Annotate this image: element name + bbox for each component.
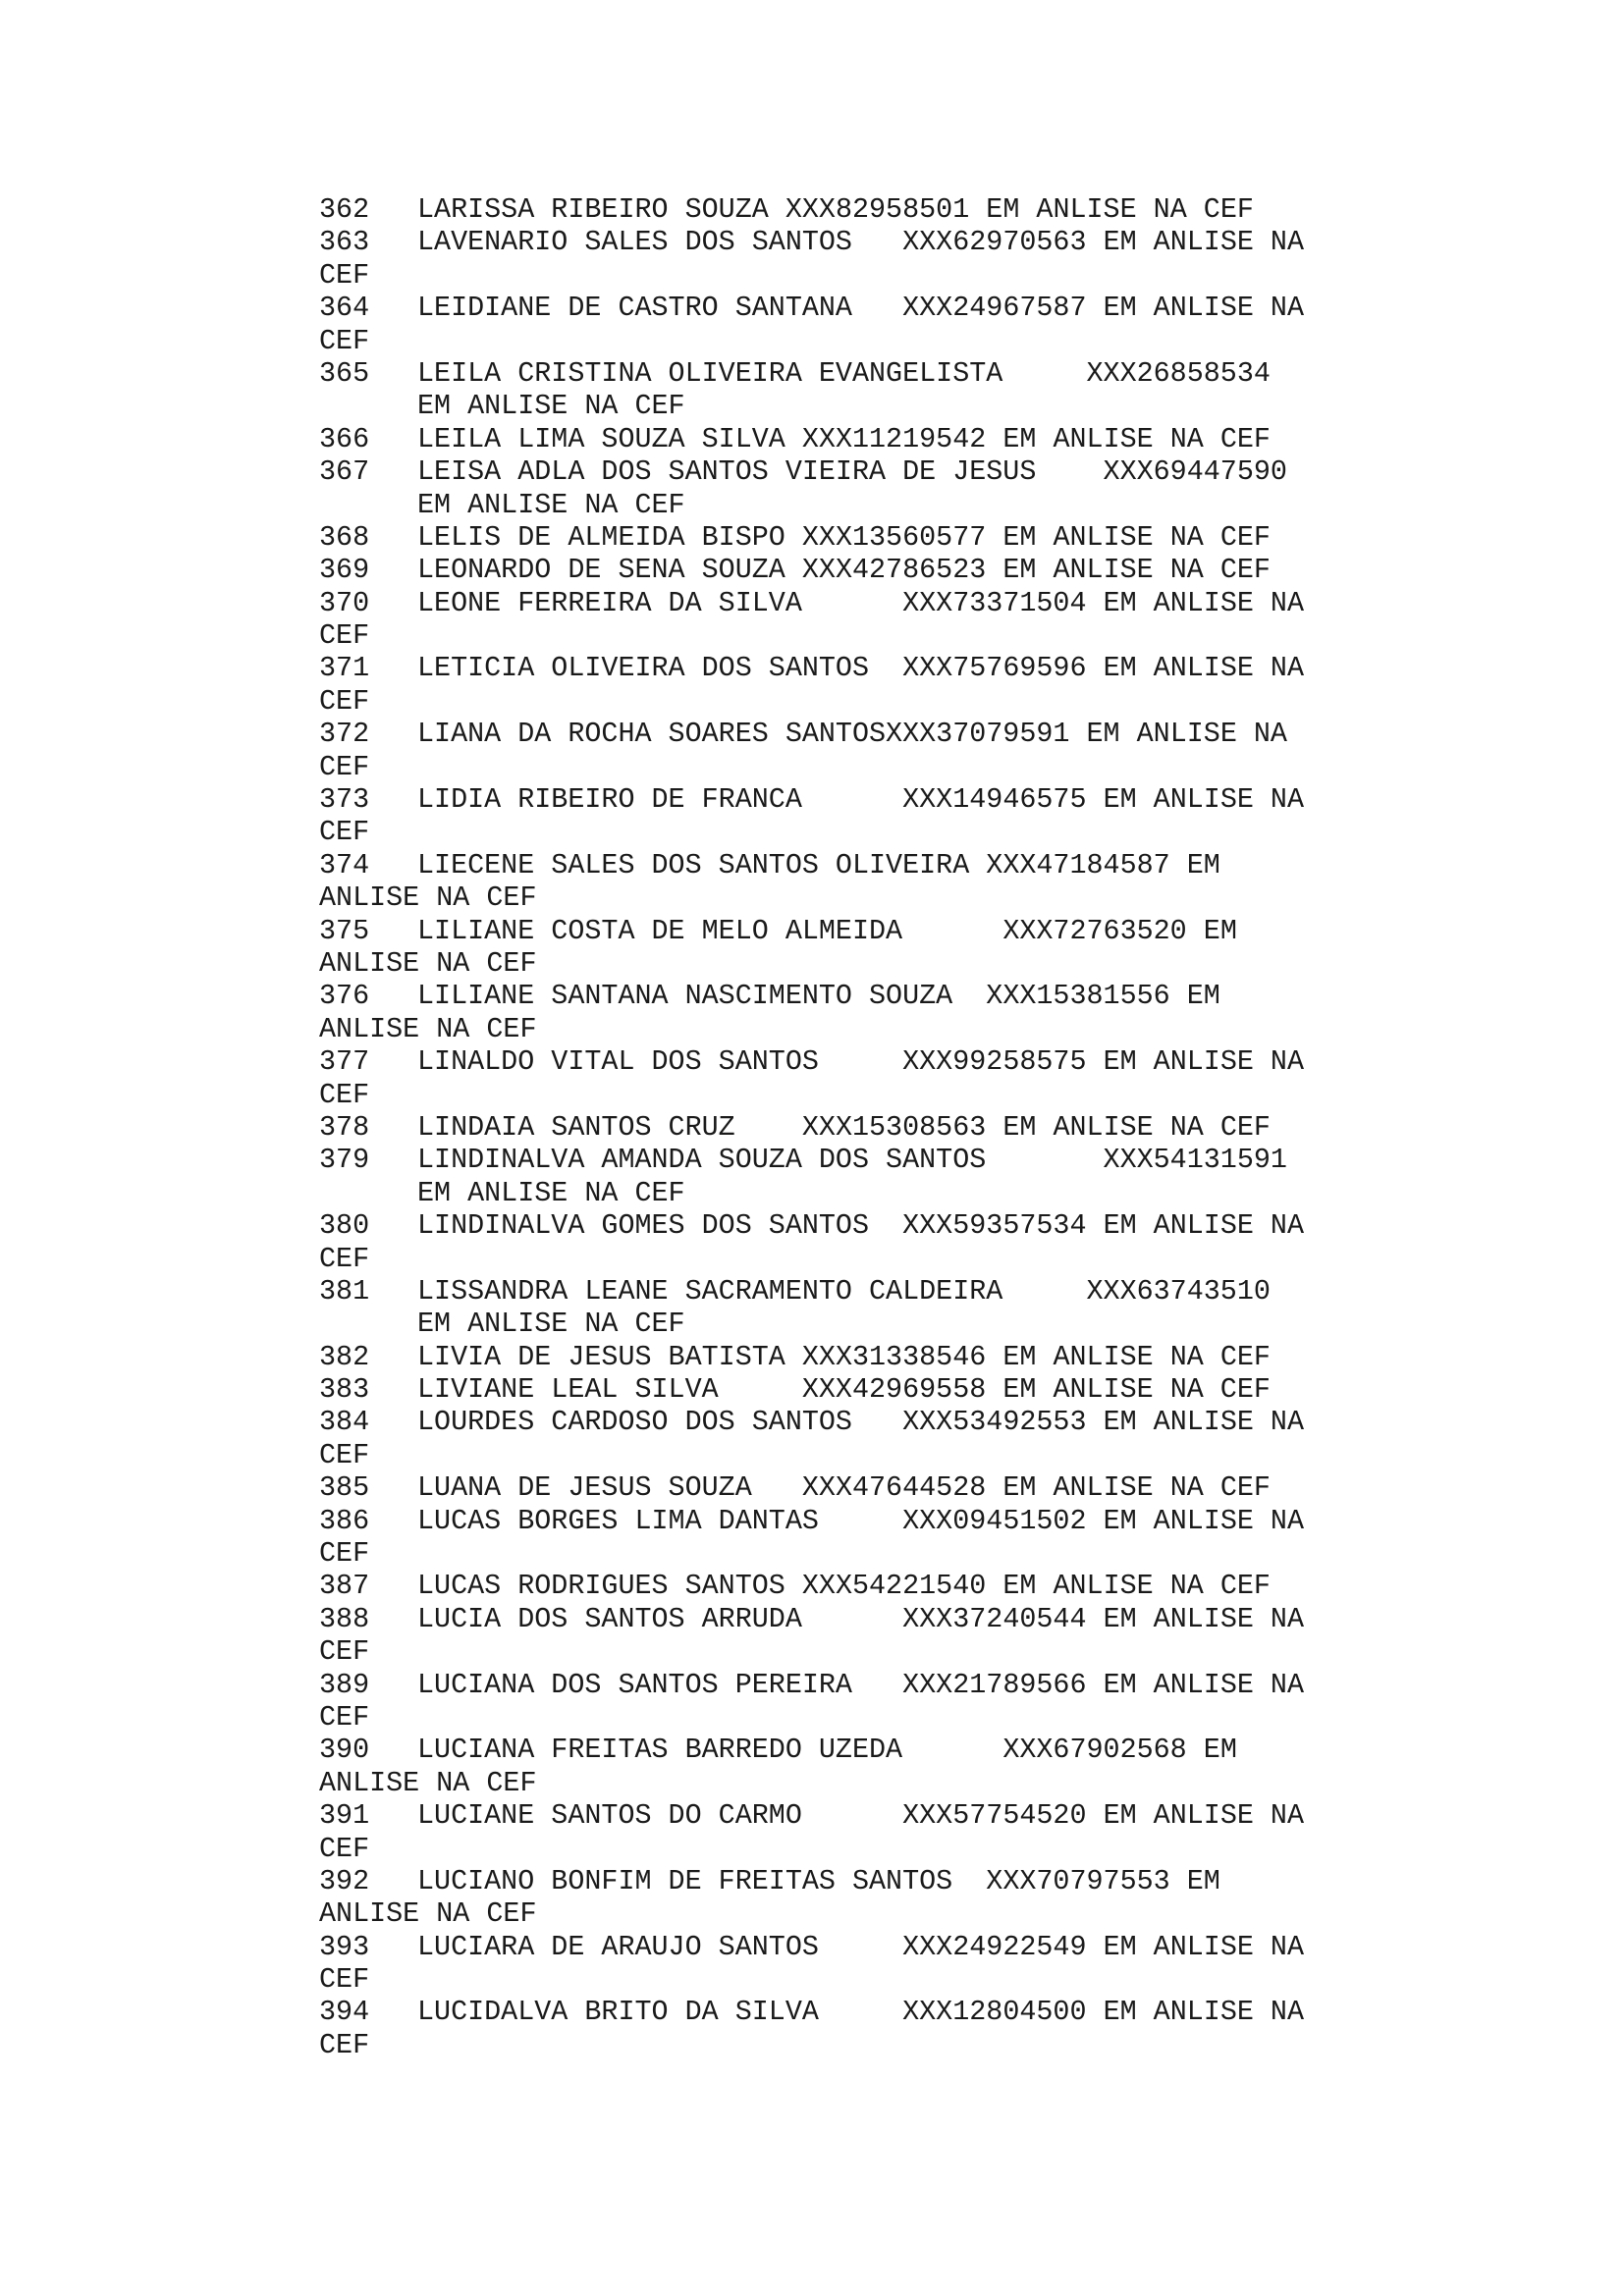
entry-name: LIVIA DE JESUS BATISTA — [417, 1340, 785, 1373]
entry-status: EM ANLISE NA CEF — [1002, 520, 1271, 554]
entry-id: XXX13560577 — [801, 520, 987, 554]
entry-number: 378 — [319, 1110, 370, 1144]
entry-status-continuation: CEF — [319, 1832, 370, 1865]
entry-number: 391 — [319, 1799, 370, 1833]
entry-id: XXX37079591 — [886, 718, 1070, 751]
entry-name: LEIDIANE DE CASTRO SANTANA — [417, 292, 852, 325]
entry-status-continuation: CEF — [319, 2028, 370, 2061]
entry-status: EM — [1203, 914, 1237, 947]
entry-name: LINDINALVA GOMES DOS SANTOS — [417, 1209, 870, 1243]
entry-name: LUCAS RODRIGUES SANTOS — [417, 1570, 785, 1603]
entry-number: 392 — [319, 1864, 370, 1897]
entry-id: XXX14946575 — [902, 783, 1087, 817]
list-item — [319, 423, 1321, 455]
entry-id: XXX63743510 — [1086, 1274, 1271, 1308]
entry-id: XXX72763520 — [1002, 914, 1187, 947]
entry-status: EM ANLISE NA — [1103, 1045, 1305, 1079]
entry-number: 394 — [319, 1996, 370, 2029]
entry-status-continuation: CEF — [319, 1700, 370, 1734]
entry-status-continuation: ANLISE NA CEF — [319, 946, 537, 980]
list-item — [319, 1669, 1321, 1735]
entry-id: XXX73371504 — [902, 586, 1087, 619]
entry-status: EM — [1203, 1734, 1237, 1767]
list-item — [319, 226, 1321, 292]
entry-number: 373 — [319, 783, 370, 817]
entry-number: 369 — [319, 554, 370, 587]
list-item — [319, 849, 1321, 915]
entry-id: XXX47184587 — [986, 848, 1170, 881]
entry-status: EM ANLISE NA — [1103, 1602, 1305, 1635]
entry-status: EM ANLISE NA CEF — [1002, 422, 1271, 455]
entry-status-continuation: ANLISE NA CEF — [319, 1012, 537, 1045]
entry-status: EM ANLISE NA — [1103, 1668, 1305, 1701]
entry-status: EM ANLISE NA CEF — [417, 390, 685, 423]
entry-id: XXX82958501 — [785, 193, 970, 226]
entry-id: XXX09451502 — [902, 1504, 1087, 1537]
list-item — [319, 652, 1321, 718]
entry-id: XXX62970563 — [902, 226, 1087, 259]
list-item — [319, 1931, 1321, 1997]
entry-name: LUCIDALVA BRITO DA SILVA — [417, 1996, 819, 2029]
entry-number: 371 — [319, 652, 370, 685]
entry-number: 383 — [319, 1373, 370, 1407]
entry-id: XXX59357534 — [902, 1209, 1087, 1243]
entry-status-continuation: ANLISE NA CEF — [319, 1766, 537, 1799]
entry-name: LUCIANA FREITAS BARREDO UZEDA — [417, 1734, 903, 1767]
entry-status: EM ANLISE NA CEF — [1002, 1110, 1271, 1144]
entry-id: XXX47644528 — [801, 1471, 987, 1505]
entry-list — [319, 193, 1321, 2061]
entry-number: 389 — [319, 1668, 370, 1701]
entry-id: XXX11219542 — [801, 422, 987, 455]
entry-number: 363 — [319, 226, 370, 259]
entry-name: LUANA DE JESUS SOUZA — [417, 1471, 752, 1505]
entry-status: EM ANLISE NA CEF — [1002, 1373, 1271, 1407]
entry-number: 377 — [319, 1045, 370, 1079]
list-item — [319, 1144, 1321, 1209]
entry-name: LINDAIA SANTOS CRUZ — [417, 1110, 735, 1144]
list-item — [319, 1275, 1321, 1341]
list-item — [319, 1111, 1321, 1144]
entry-name: LETICIA OLIVEIRA DOS SANTOS — [417, 652, 870, 685]
entry-number: 366 — [319, 422, 370, 455]
entry-status-continuation: CEF — [319, 1963, 370, 1997]
list-item — [319, 554, 1321, 586]
list-item — [319, 1471, 1321, 1504]
entry-status: EM ANLISE NA — [1103, 226, 1305, 259]
entry-status: EM ANLISE NA — [1103, 1504, 1305, 1537]
list-item — [319, 1406, 1321, 1471]
entry-status-continuation: CEF — [319, 1242, 370, 1275]
entry-name: LIVIANE LEAL SILVA — [417, 1373, 719, 1407]
entry-number: 362 — [319, 193, 370, 226]
entry-name: LUCIANA DOS SANTOS PEREIRA — [417, 1668, 852, 1701]
list-item — [319, 1799, 1321, 1865]
list-item — [319, 718, 1321, 783]
list-item — [319, 1045, 1321, 1111]
entry-name: LINDINALVA AMANDA SOUZA DOS SANTOS — [417, 1144, 987, 1177]
entry-id: XXX21789566 — [902, 1668, 1087, 1701]
list-item — [319, 1865, 1321, 1931]
entry-number: 364 — [319, 292, 370, 325]
entry-status: EM ANLISE NA — [1103, 1930, 1305, 1963]
entry-status-continuation: CEF — [319, 1635, 370, 1669]
list-item — [319, 1996, 1321, 2061]
entry-name: LAVENARIO SALES DOS SANTOS — [417, 226, 852, 259]
list-item — [319, 980, 1321, 1045]
entry-id: XXX67902568 — [1002, 1734, 1187, 1767]
document-page — [319, 193, 1321, 2061]
entry-name: LUCIANE SANTOS DO CARMO — [417, 1799, 802, 1833]
entry-id: XXX37240544 — [902, 1602, 1087, 1635]
entry-status: EM ANLISE NA CEF — [1002, 554, 1271, 587]
entry-status: EM ANLISE NA — [1103, 1209, 1305, 1243]
entry-id: XXX42786523 — [801, 554, 987, 587]
entry-status-continuation: CEF — [319, 816, 370, 849]
entry-number: 393 — [319, 1930, 370, 1963]
entry-name: LUCAS BORGES LIMA DANTAS — [417, 1504, 819, 1537]
entry-status: EM ANLISE NA CEF — [417, 488, 685, 521]
entry-name: LEONE FERREIRA DA SILVA — [417, 586, 802, 619]
entry-status-continuation: CEF — [319, 750, 370, 783]
entry-number: 390 — [319, 1734, 370, 1767]
list-item — [319, 783, 1321, 849]
entry-number: 374 — [319, 848, 370, 881]
entry-status: EM ANLISE NA — [1103, 292, 1305, 325]
list-item — [319, 455, 1321, 521]
entry-id: XXX70797553 — [986, 1864, 1170, 1897]
entry-name: LILIANE COSTA DE MELO ALMEIDA — [417, 914, 903, 947]
entry-name: LEILA CRISTINA OLIVEIRA EVANGELISTA — [417, 356, 1003, 390]
entry-status-line — [319, 489, 1321, 521]
entry-id: XXX69447590 — [1103, 455, 1287, 489]
list-item — [319, 915, 1321, 981]
entry-id: XXX54131591 — [1103, 1144, 1287, 1177]
entry-status-continuation: CEF — [319, 684, 370, 718]
entry-status: EM ANLISE NA — [1103, 783, 1305, 817]
entry-number: 367 — [319, 455, 370, 489]
entry-id: XXX12804500 — [902, 1996, 1087, 2029]
entry-number: 388 — [319, 1602, 370, 1635]
entry-status-continuation: ANLISE NA CEF — [319, 1897, 537, 1931]
entry-status-continuation: ANLISE NA CEF — [319, 881, 537, 915]
entry-status-continuation: CEF — [319, 1078, 370, 1111]
entry-status-continuation: CEF — [319, 619, 370, 653]
entry-name: LILIANE SANTANA NASCIMENTO SOUZA — [417, 980, 953, 1013]
list-item — [319, 1209, 1321, 1275]
entry-status: EM — [1186, 848, 1220, 881]
entry-name: LOURDES CARDOSO DOS SANTOS — [417, 1406, 852, 1439]
entry-number: 379 — [319, 1144, 370, 1177]
entry-name: LIECENE SALES DOS SANTOS OLIVEIRA — [417, 848, 970, 881]
list-item — [319, 357, 1321, 423]
entry-name: LINALDO VITAL DOS SANTOS — [417, 1045, 819, 1079]
entry-status: EM ANLISE NA — [1103, 586, 1305, 619]
entry-number: 370 — [319, 586, 370, 619]
entry-status-continuation: CEF — [319, 1537, 370, 1571]
list-item — [319, 1603, 1321, 1669]
list-item — [319, 1373, 1321, 1406]
entry-name: LUCIARA DE ARAUJO SANTOS — [417, 1930, 819, 1963]
entry-status: EM ANLISE NA — [1103, 652, 1305, 685]
entry-id: XXX15381556 — [986, 980, 1170, 1013]
entry-number: 386 — [319, 1504, 370, 1537]
entry-status: EM — [1186, 980, 1220, 1013]
entry-status: EM ANLISE NA — [1103, 1996, 1305, 2029]
entry-id: XXX54221540 — [801, 1570, 987, 1603]
entry-id: XXX57754520 — [902, 1799, 1087, 1833]
entry-status: EM ANLISE NA CEF — [417, 1308, 685, 1341]
entry-id: XXX24922549 — [902, 1930, 1087, 1963]
entry-status: EM ANLISE NA CEF — [986, 193, 1254, 226]
entry-name: LEONARDO DE SENA SOUZA — [417, 554, 785, 587]
entry-status: EM ANLISE NA CEF — [1002, 1471, 1271, 1505]
entry-status-continuation: CEF — [319, 258, 370, 292]
entry-name: LELIS DE ALMEIDA BISPO — [417, 520, 785, 554]
list-item — [319, 1570, 1321, 1602]
entry-status: EM ANLISE NA CEF — [417, 1176, 685, 1209]
entry-number: 372 — [319, 718, 370, 751]
list-item — [319, 521, 1321, 554]
entry-number: 368 — [319, 520, 370, 554]
entry-id: XXX99258575 — [902, 1045, 1087, 1079]
entry-name: LEISA ADLA DOS SANTOS VIEIRA DE JESUS — [417, 455, 1037, 489]
entry-name: LEILA LIMA SOUZA SILVA — [417, 422, 785, 455]
entry-number: 385 — [319, 1471, 370, 1505]
entry-status: EM ANLISE NA CEF — [1002, 1340, 1271, 1373]
entry-status: EM — [1186, 1864, 1220, 1897]
entry-status: EM ANLISE NA — [1086, 718, 1287, 751]
entry-id: XXX31338546 — [801, 1340, 987, 1373]
entry-status-line — [319, 1177, 1321, 1209]
entry-id: XXX24967587 — [902, 292, 1087, 325]
list-item — [319, 1734, 1321, 1799]
entry-id: XXX15308563 — [801, 1110, 987, 1144]
entry-name: LARISSA RIBEIRO SOUZA — [417, 193, 769, 226]
entry-number: 382 — [319, 1340, 370, 1373]
entry-id: XXX75769596 — [902, 652, 1087, 685]
entry-status: EM ANLISE NA — [1103, 1406, 1305, 1439]
list-item — [319, 193, 1321, 226]
entry-status-continuation: CEF — [319, 324, 370, 357]
list-item — [319, 1341, 1321, 1373]
entry-status-continuation: CEF — [319, 1438, 370, 1471]
list-item — [319, 1505, 1321, 1571]
entry-status-line — [319, 390, 1321, 422]
entry-name: LUCIANO BONFIM DE FREITAS SANTOS — [417, 1864, 953, 1897]
entry-status-line — [319, 1308, 1321, 1340]
entry-number: 365 — [319, 356, 370, 390]
entry-id: XXX42969558 — [801, 1373, 987, 1407]
entry-name: LUCIA DOS SANTOS ARRUDA — [417, 1602, 802, 1635]
list-item — [319, 292, 1321, 357]
entry-id: XXX26858534 — [1086, 356, 1271, 390]
entry-number: 375 — [319, 914, 370, 947]
entry-name: LISSANDRA LEANE SACRAMENTO CALDEIRA — [417, 1274, 1003, 1308]
entry-status: EM ANLISE NA CEF — [1002, 1570, 1271, 1603]
entry-id: XXX53492553 — [902, 1406, 1087, 1439]
entry-number: 376 — [319, 980, 370, 1013]
entry-number: 381 — [319, 1274, 370, 1308]
list-item — [319, 587, 1321, 653]
entry-name: LIANA DA ROCHA SOARES SANTOS — [417, 718, 887, 751]
entry-status: EM ANLISE NA — [1103, 1799, 1305, 1833]
entry-name: LIDIA RIBEIRO DE FRANCA — [417, 783, 802, 817]
entry-number: 384 — [319, 1406, 370, 1439]
entry-number: 387 — [319, 1570, 370, 1603]
entry-number: 380 — [319, 1209, 370, 1243]
